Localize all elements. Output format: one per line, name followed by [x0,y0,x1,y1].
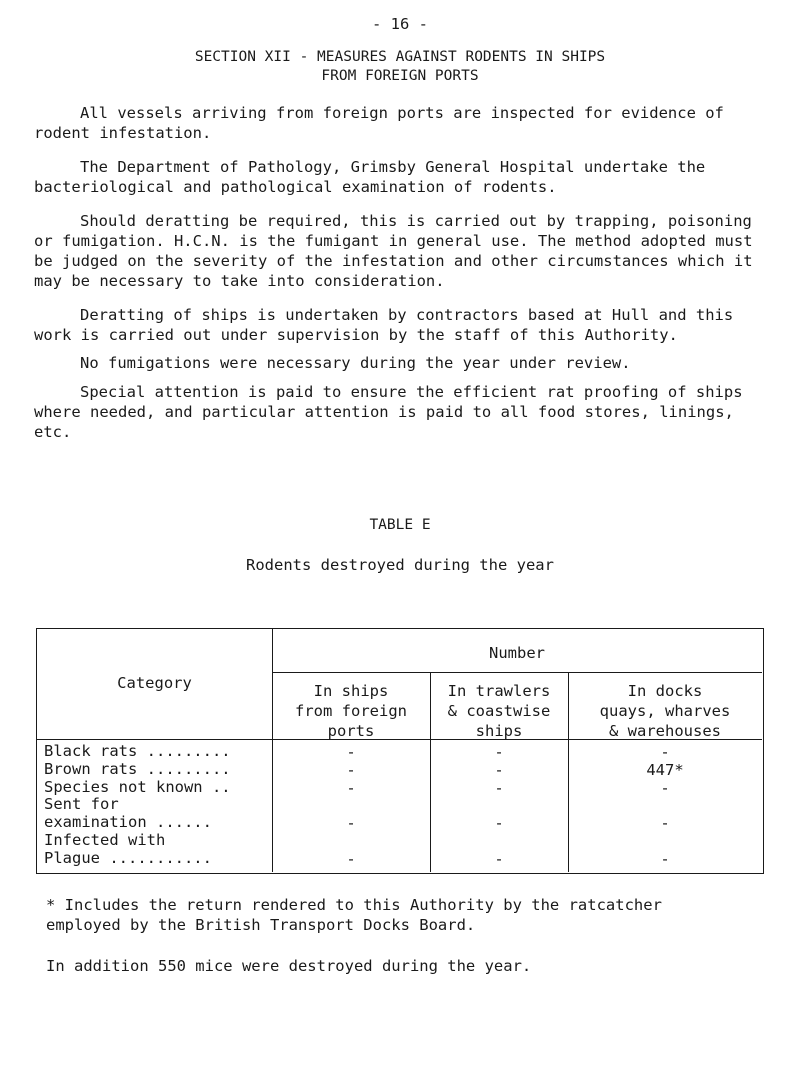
paragraph-rat-proofing: Special attention is paid to ensure the efficient rat proofing of ships where needed, and particular attention is paid to all food stores, linings, etc. [34,383,743,441]
paragraph-deratting-method: Should deratting be required, this is carried out by trapping, poisoning or fumigation. H.C.N. is the fumigant in general use. The method adopted must be judged on the severity of the infestation and other circumstances which it may be necessary to take into consideration. [34,212,753,290]
row-value: - [346,814,356,832]
row-category: Black rats ......... [44,742,231,760]
paragraph-fumigations: No fumigations were necessary during the year under review. [80,354,631,372]
row-value: - [494,850,504,868]
footnote-line1: * Includes the return rendered to this Authority by the ratcatcher [46,896,662,914]
section-heading-line1: SECTION XII - MEASURES AGAINST RODENTS IN SHIPS [194,49,606,65]
row-value: - [494,814,504,832]
row-category: Infected with Plague ........... [44,831,212,867]
table-title: TABLE E [369,517,431,533]
paragraph-contractors: Deratting of ships is undertaken by contractors based at Hull and this work is carried out under supervision by the staff of this Authority. [34,306,734,344]
rodents-table [36,628,764,874]
row-value: - [346,761,356,779]
row-value: - [660,743,670,761]
row-value: - [660,850,670,868]
table-divider [272,672,762,673]
row-value: - [346,743,356,761]
row-category: Brown rats ......... [44,760,231,778]
row-value: - [494,743,504,761]
header-category: Category [117,674,192,692]
header-foreign-ports: In ships from foreign ports [295,682,407,740]
header-trawlers: In trawlers & coastwise ships [447,682,551,740]
row-value: - [346,779,356,797]
row-value: 447* [646,761,684,779]
row-category: Species not known .. [44,778,231,796]
row-value: - [494,779,504,797]
paragraph-inspection: All vessels arriving from foreign ports are inspected for evidence of rodent infestation. [34,104,724,142]
row-value: - [660,779,670,797]
row-value: - [346,850,356,868]
header-number: Number [489,644,545,662]
paragraph-pathology: The Department of Pathology, Grimsby General Hospital undertake the bacteriological and pathological examination of rodents. [34,158,706,196]
row-category: Sent for examination ...... [44,795,212,831]
header-docks: In docks quays, wharves & warehouses [599,682,731,740]
table-subtitle: Rodents destroyed during the year [246,556,554,574]
addition-note: In addition 550 mice were destroyed during the year. [46,957,532,975]
row-value: - [660,814,670,832]
footnote [34,895,774,935]
section-heading [0,48,800,86]
section-heading-line2: FROM FOREIGN PORTS [321,68,479,84]
page-number: - 16 - [372,15,428,33]
row-value: - [494,761,504,779]
footnote-line2: employed by the British Transport Docks Board. [46,916,476,934]
